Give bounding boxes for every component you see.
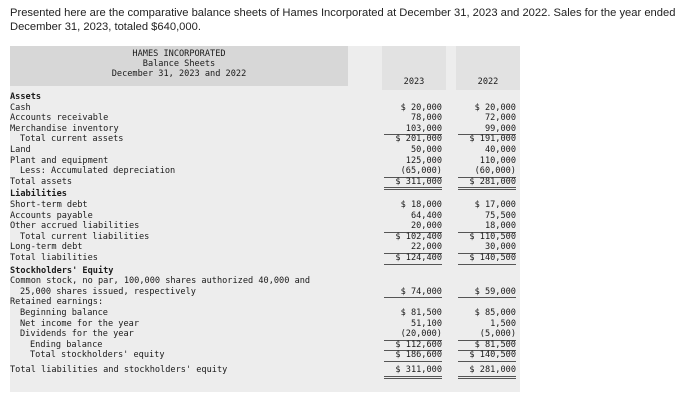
company-name: HAMES INCORPORATED [132, 49, 226, 59]
row-label: Land [10, 145, 31, 155]
year-2023-header: 2023 [403, 77, 425, 87]
value-2023: $ 311,000 [384, 177, 442, 191]
value-2022: $ 281,000 [458, 365, 516, 379]
row-label: 25,000 shares issued, respectively [20, 286, 196, 297]
balance-sheet [10, 46, 520, 392]
value-2023: $ 186,600 [384, 350, 442, 362]
row-label: Stockholders' Equity [10, 265, 114, 276]
statement-row [10, 145, 520, 156]
row-label: Dividends for the year [20, 329, 134, 340]
statement-row [10, 189, 520, 200]
statement-row [10, 329, 520, 340]
value-2022: $ 20,000 [474, 102, 516, 113]
row-label: Cash [10, 102, 31, 113]
statement-row [10, 177, 520, 188]
value-2023: 64,400 [410, 210, 442, 221]
row-label: Short-term debt [10, 200, 88, 210]
value-2022: (5,000) [458, 329, 516, 341]
value-2023: $ 102,400 [395, 231, 442, 242]
statement-row [10, 350, 520, 361]
statement-row [10, 232, 520, 243]
value-2022: $ 191,000 [469, 134, 516, 145]
row-label: Total current liabilities [20, 231, 150, 242]
value-2022: 40,000 [484, 145, 516, 155]
row-label: Net income for the year [20, 318, 139, 329]
value-2022: $ 85,000 [474, 308, 516, 318]
value-2023: $ 201,000 [395, 134, 442, 145]
value-2022: $ 110,500 [469, 231, 516, 242]
statement-title: Balance Sheets [142, 59, 216, 69]
value-2022: 75,500 [484, 210, 516, 221]
value-2023: $ 124,400 [384, 253, 442, 265]
statement-row [10, 113, 520, 124]
statement-row [10, 276, 520, 287]
value-2023: 51,100 [410, 318, 442, 329]
statement-row [10, 308, 520, 319]
value-2022: 72,000 [484, 113, 516, 124]
year-2022-header: 2022 [477, 77, 499, 87]
statement-row [10, 103, 520, 114]
row-label: Plant and equipment [10, 155, 109, 166]
row-label: Accounts receivable [10, 113, 109, 124]
row-label: Liabilities [10, 189, 67, 200]
row-label: Common stock, no par, 100,000 shares authorized 40,000 and [10, 276, 311, 287]
row-label: Retained earnings: [10, 297, 104, 308]
value-2022: $ 81,500 [458, 340, 516, 352]
value-2022: $ 59,000 [458, 287, 516, 299]
statement-row [10, 266, 520, 277]
value-2023: $ 112,600 [384, 340, 442, 352]
row-label: Total liabilities [10, 253, 98, 263]
value-2023: 50,000 [410, 145, 442, 155]
row-label: Beginning balance [20, 308, 108, 318]
value-2022: 18,000 [458, 221, 516, 233]
value-2023: $ 81,500 [400, 308, 442, 318]
statement-row [10, 319, 520, 330]
statement-row [10, 92, 520, 103]
statement-row [10, 297, 520, 308]
statement-row [10, 156, 520, 167]
row-label: Accounts payable [10, 210, 93, 221]
row-label: Total assets [10, 176, 73, 187]
value-2022: $ 140,500 [458, 253, 516, 265]
statement-date: December 31, 2023 and 2022 [111, 69, 247, 79]
value-2022: $ 140,500 [458, 350, 516, 362]
value-2022: $ 17,000 [474, 200, 516, 210]
statement-row [10, 287, 520, 298]
value-2022: 30,000 [458, 242, 516, 254]
value-2023: $ 311,000 [384, 365, 442, 379]
value-2022: 1,500 [490, 318, 516, 329]
statement-row [10, 221, 520, 232]
row-label: Ending balance [30, 339, 103, 350]
statement-row [10, 124, 520, 135]
value-2022: 110,000 [479, 155, 516, 166]
statement-row [10, 242, 520, 253]
statement-row [10, 200, 520, 211]
value-2023: 125,000 [405, 155, 442, 166]
value-2023: $ 74,000 [384, 287, 442, 299]
value-2022: $ 281,000 [458, 177, 516, 191]
value-2023: $ 18,000 [400, 200, 442, 210]
value-2022: (60,000) [458, 166, 516, 178]
row-label: Total liabilities and stockholders' equity [10, 365, 228, 375]
row-label: Total stockholders' equity [30, 350, 165, 361]
statement-row [10, 253, 520, 264]
value-2023: (20,000) [384, 329, 442, 341]
row-label: Assets [10, 92, 42, 102]
value-2023: 20,000 [384, 221, 442, 233]
statement-row [10, 134, 520, 145]
statement-row [10, 365, 520, 376]
value-2023: 22,000 [384, 242, 442, 254]
row-label: Total current assets [20, 134, 124, 145]
value-2023: $ 20,000 [400, 102, 442, 113]
value-2023: 78,000 [410, 113, 442, 124]
value-2023: 103,000 [384, 124, 442, 136]
statement-row [10, 166, 520, 177]
statement-row [10, 340, 520, 351]
value-2023: (65,000) [384, 166, 442, 178]
value-2022: 99,000 [458, 124, 516, 136]
row-label: Other accrued liabilities [10, 221, 140, 232]
statement-row [10, 211, 520, 222]
problem-intro: Presented here are the comparative balance sheets of Hames Incorporated at December 31, 2023 and 2022. Sales for the year ended December 31, 2023, totaled $640,000. [10, 7, 676, 33]
row-label: Less: Accumulated depreciation [20, 166, 176, 177]
row-label: Merchandise inventory [10, 123, 119, 134]
row-label: Long-term debt [10, 242, 83, 253]
